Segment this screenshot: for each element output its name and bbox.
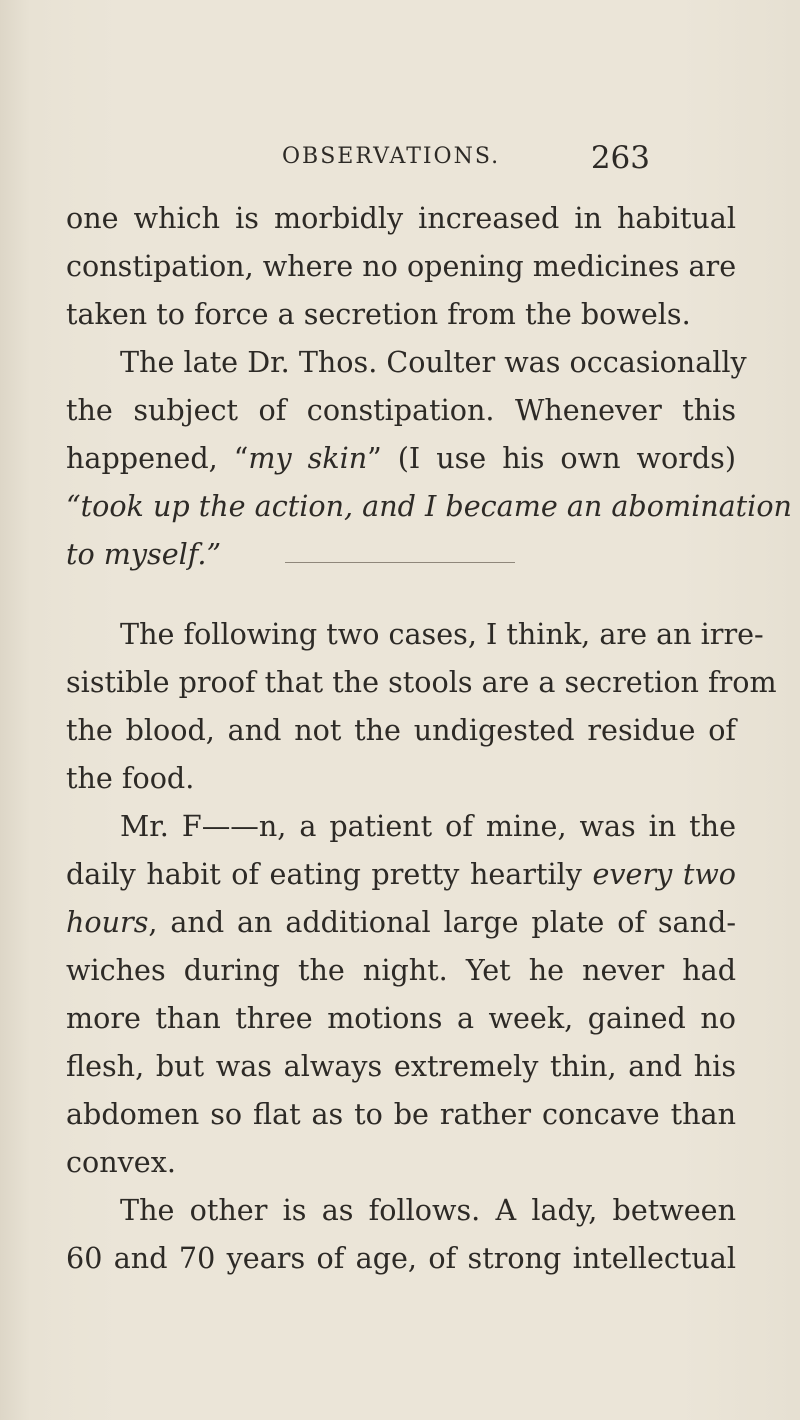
section-divider	[285, 562, 515, 563]
text-line: sistible proof that the stools are a secretion from	[66, 665, 777, 699]
text-line: the subject of constipation. Whenever this	[66, 393, 736, 427]
page-number: 263	[590, 140, 650, 176]
text-line: 60 and 70 years of age, of strong intellectual	[66, 1241, 736, 1275]
italic-line: “took up the action, and I became an abomination	[66, 489, 792, 523]
italic-phrase: my skin	[248, 441, 368, 475]
text-line: The other is as follows. A lady, between	[120, 1193, 736, 1227]
text-line: convex.	[66, 1145, 176, 1179]
italic-line: to myself.”	[66, 537, 222, 571]
text-line: more than three motions a week, gained no	[66, 1001, 736, 1035]
section-2	[66, 610, 777, 1282]
text-line: taken to force a secretion from the bowels.	[66, 297, 691, 331]
running-head: OBSERVATIONS.	[282, 144, 501, 169]
text-line: constipation, where no opening medicines are	[66, 249, 737, 283]
section-1	[66, 194, 792, 578]
text-line: daily habit of eating pretty heartily every two	[66, 857, 737, 891]
text-line: wiches during the night. Yet he never had	[66, 953, 736, 987]
text-line: the food.	[66, 761, 195, 795]
text-line: The late Dr. Thos. Coulter was occasionally	[120, 345, 747, 379]
text-line: Mr. F——n, a patient of mine, was in the	[120, 809, 736, 843]
text-line: flesh, but was always extremely thin, and his	[66, 1049, 736, 1083]
text-line: the blood, and not the undigested residue of	[66, 713, 736, 747]
text-line: hours, and an additional large plate of sand-	[66, 905, 736, 939]
text-line: abdomen so flat as to be rather concave than	[66, 1097, 736, 1131]
text-line: The following two cases, I think, are an irre-	[120, 617, 764, 651]
text-line: happened, “my skin” (I use his own words)	[66, 441, 736, 475]
italic-phrase: hours	[66, 905, 149, 939]
italic-phrase: every two	[592, 857, 737, 891]
page-header	[282, 140, 662, 180]
text-line: one which is morbidly increased in habitual	[66, 201, 736, 235]
